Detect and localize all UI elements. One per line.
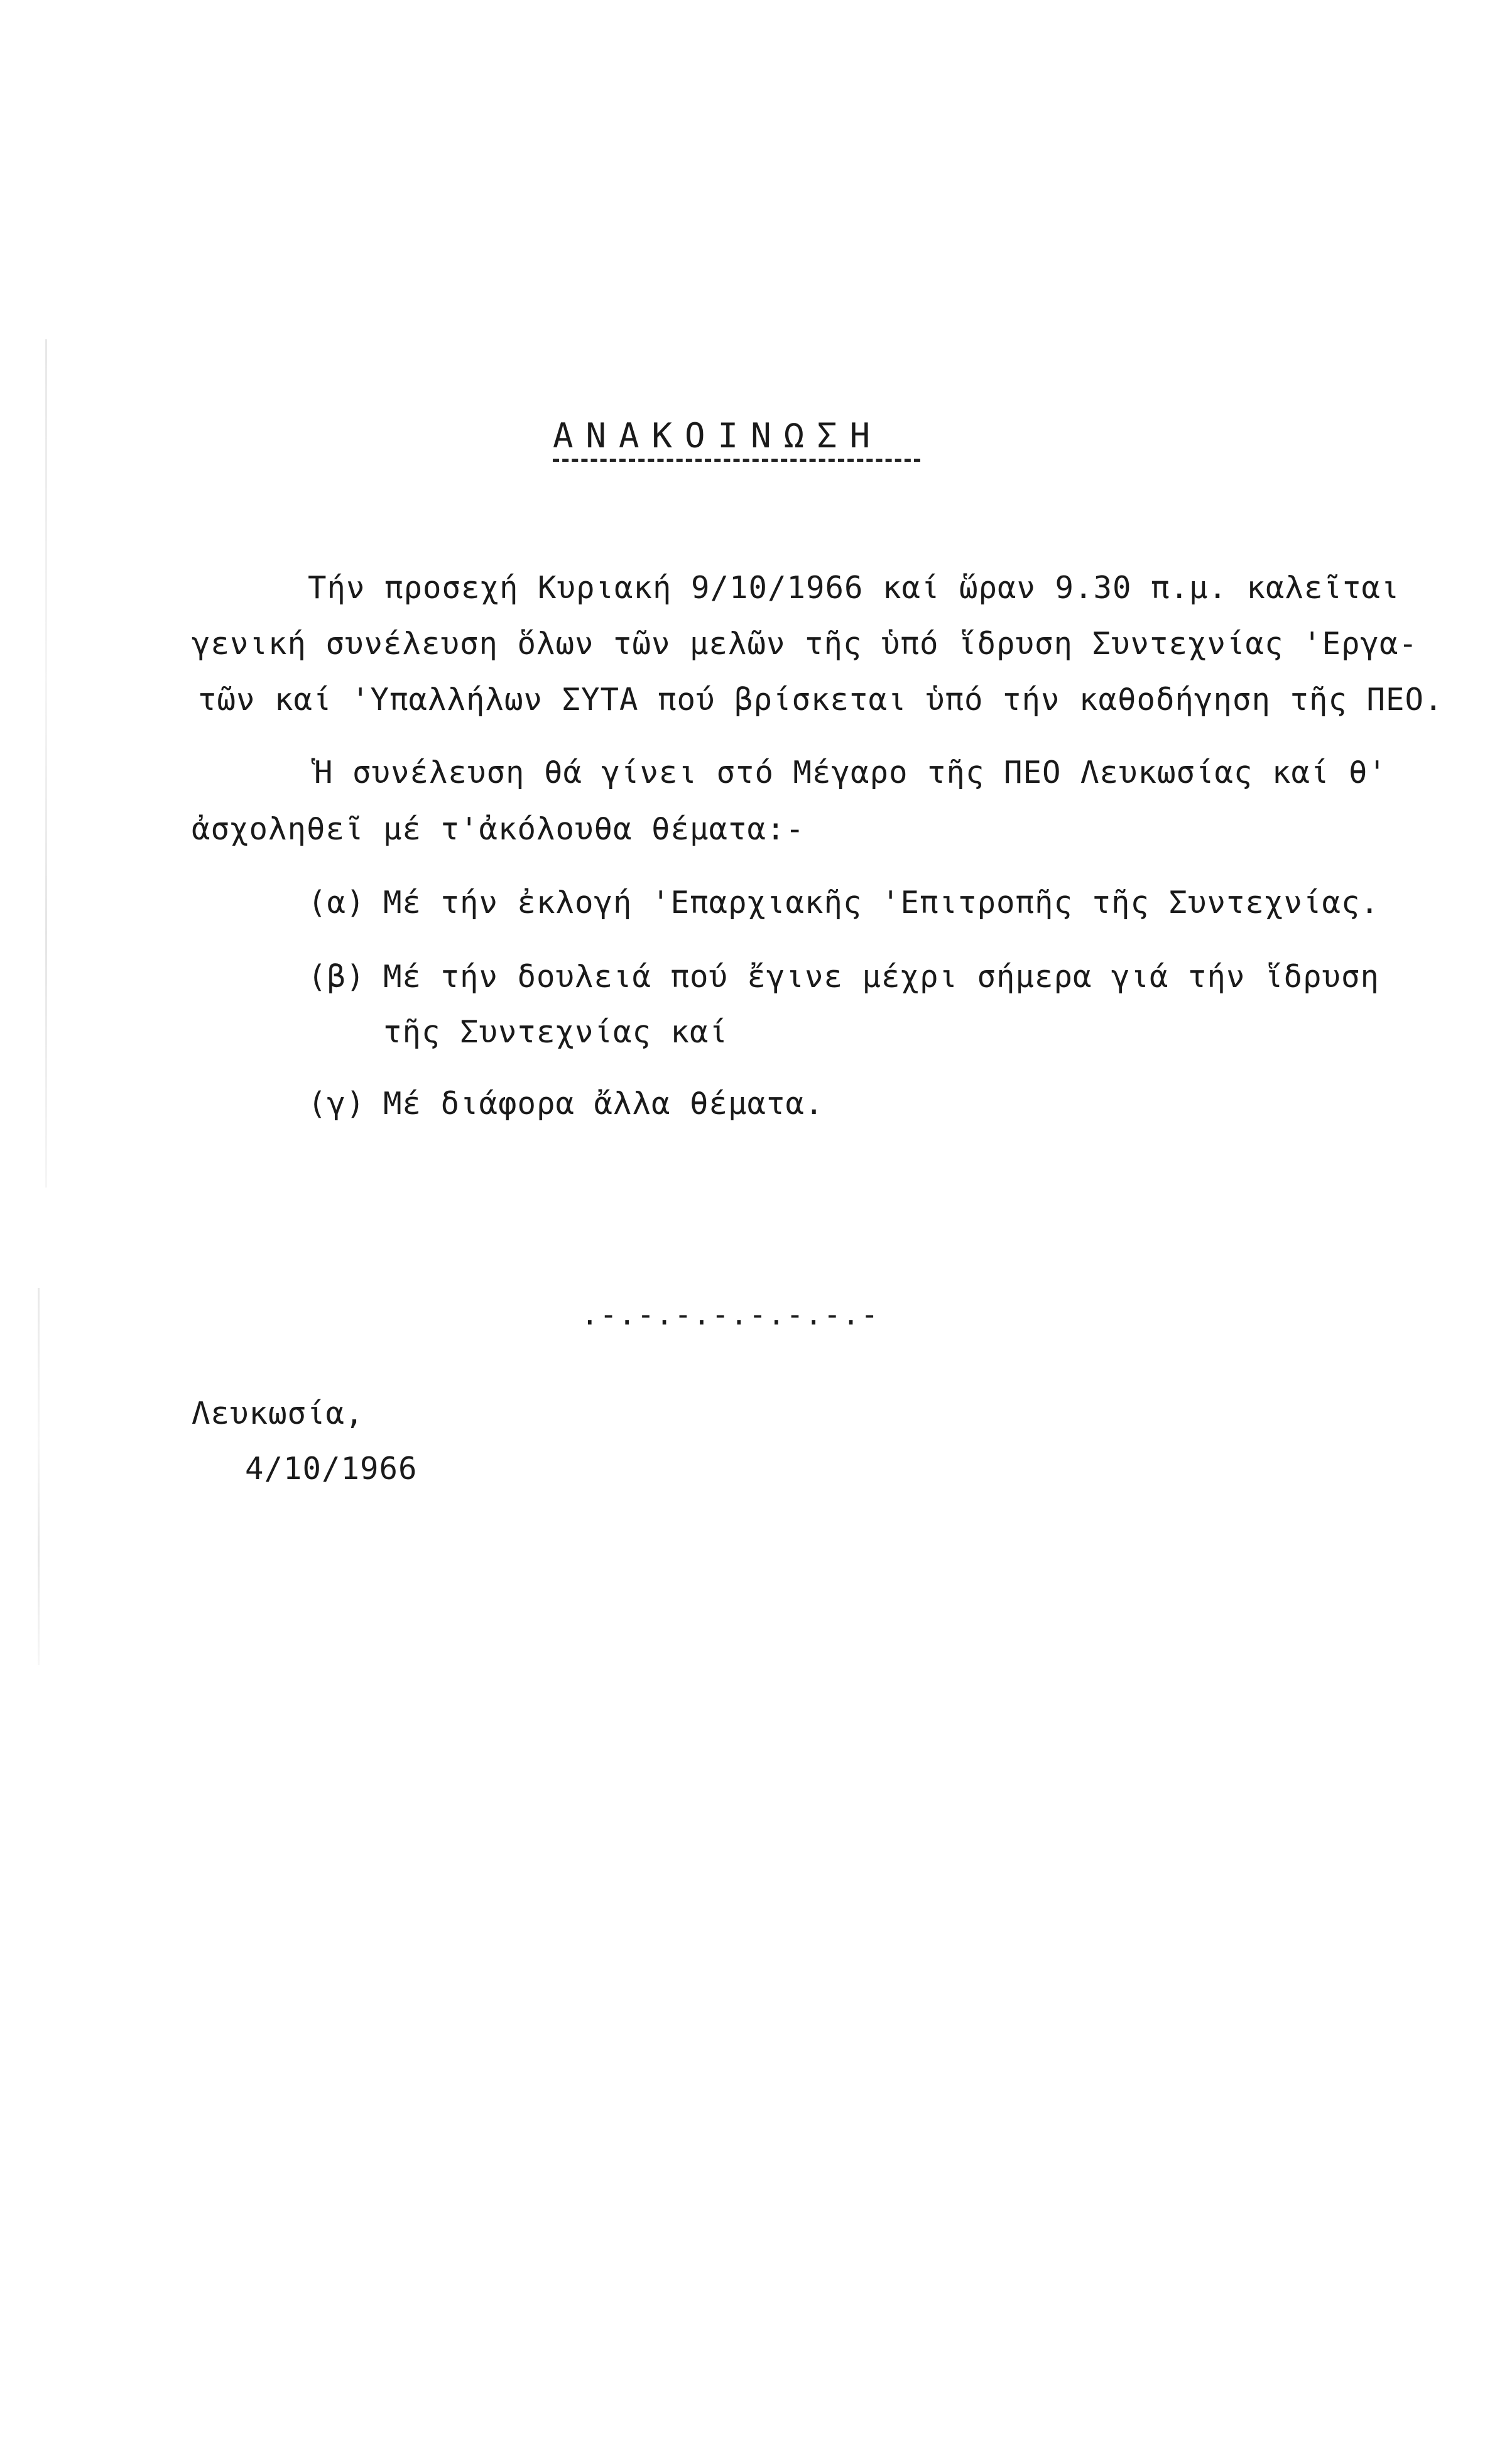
list-item-marker: (β) [308, 959, 366, 995]
list-item-marker: (α) [308, 885, 366, 920]
title-underline [553, 459, 920, 462]
list-item-text: Μέ τήν δουλειά πού ἔγινε μέχρι σήμερα γιά τήν ἵδρυση [383, 959, 1380, 995]
scan-edge-mark [45, 339, 47, 1188]
paragraph1-line-3: τῶν καί 'Υπαλλήλων ΣΥΤΑ πού βρίσκεται ὑπό τήν καθοδήγηση τῆς ΠΕΟ. [198, 682, 1444, 718]
paragraph2-line-1: Ἡ συνέλευση θά γίνει στό Μέγαρο τῆς ΠΕΟ Λευκωσίας καί θ' [314, 755, 1388, 790]
date-line: 4/10/1966 [245, 1451, 418, 1487]
section-divider: .-.-.-.-.-.-.-.- [581, 1297, 880, 1331]
place-line: Λευκωσία, [192, 1395, 364, 1431]
paragraph2-line-2: ἀσχοληθεῖ μέ τ'ἀκόλουθα θέματα:- [192, 811, 805, 847]
list-item-text-continued: τῆς Συντεχνίας καί [383, 1014, 729, 1050]
paragraph1-line-1: Τήν προσεχή Κυριακή 9/10/1966 καί ὥραν 9.30 π.μ. καλεῖται [308, 570, 1400, 606]
list-item-marker: (γ) [308, 1086, 366, 1122]
paragraph1-line-2: γενική συνέλευση ὅλων τῶν μελῶν τῆς ὑπό ἵδρυση Συντεχνίας 'Εργα- [192, 626, 1418, 662]
list-item-text: Μέ τήν ἐκλογή 'Επαρχιακῆς 'Επιτροπῆς τῆς Συντεχνίας. [383, 885, 1380, 920]
document-title: ΑΝΑΚΟΙΝΩΣΗ [553, 416, 883, 456]
list-item-text: Μέ διάφορα ἄλλα θέματα. [383, 1086, 824, 1122]
scan-edge-mark [38, 1288, 40, 1665]
